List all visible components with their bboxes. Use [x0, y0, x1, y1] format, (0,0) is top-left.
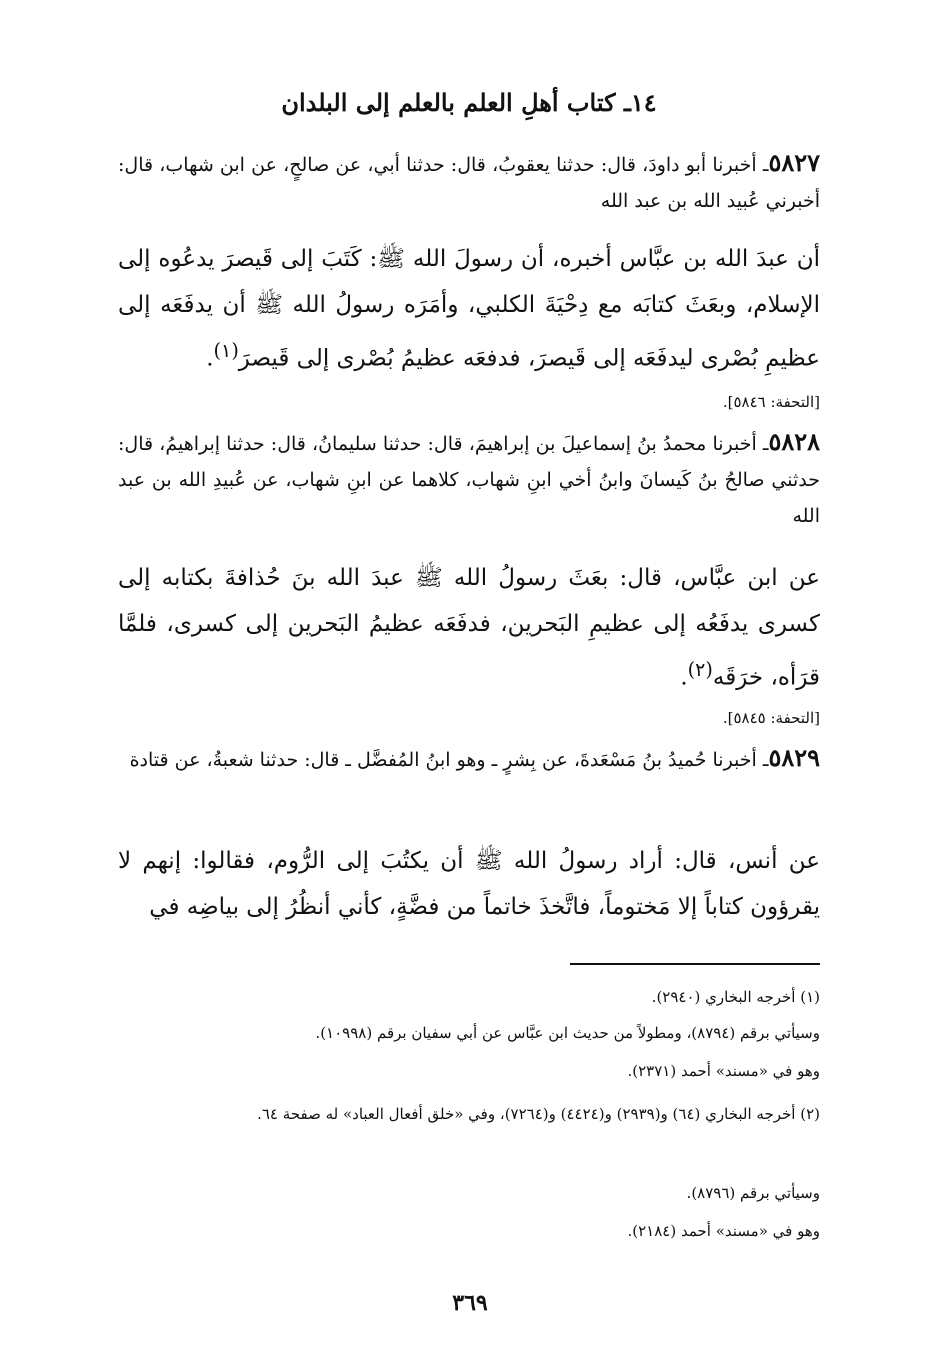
matn-end: . — [206, 345, 214, 372]
matn-end: . — [680, 664, 688, 691]
hadith-isnad — [118, 145, 820, 219]
footnote-line: (١) أخرجه البخاري (٢٩٤٠). — [651, 988, 820, 1006]
footnote-line: وسيأتي برقم (٨٧٩٤)، ومطولاً من حديث ابن عبَّاس عن أبي سفيان برقم (١٠٩٩٨). — [315, 1024, 820, 1042]
footnote-separator — [570, 963, 820, 965]
hadith-number: ٥٨٢٧ — [768, 148, 820, 177]
matn-text: أن عبدَ الله بن عبَّاس أخبره، أن رسولَ الله ﷺ: كَتَبَ إلى قَيصرَ يدعُوه إلى الإسلام، وبعَثَ كتابَه مع دِحْيَةَ الكلبي، وأمَرَه رسولُ الله ﷺ أن يدفَعَه إلى عظيمِ بُصْرى ليدفَعَه إلى قَيصرَ، فدفعَه عظيمُ بُصْرى إلى قَيصرَ — [118, 246, 820, 372]
matn-text: عن أنس، قال: أراد رسولُ الله ﷺ أن يكتُبَ إلى الرُّوم، فقالوا: إنهم لا يقرؤون كتاباً إلا مَختوماً، فاتَّخذَ خاتماً من فضَّةٍ، كأني أنظُرُ إلى بياضِه في — [118, 848, 820, 920]
matn-text: عن ابن عبَّاس، قال: بعَثَ رسولُ الله ﷺ عبدَ الله بنَ حُذافةَ بكتابه إلى كسرى يدفَعُه إلى عظيمِ البَحرين، فدفَعَه عظيمُ البَحرين إلى كسرى، فلمَّا قرَأه، خرَقَه — [118, 565, 820, 691]
chapter-heading: ١٤ـ كتاب أهلِ العلم بالعلم إلى البلدان — [281, 88, 657, 117]
hadith-matn — [118, 838, 820, 930]
hadith-isnad — [118, 740, 820, 778]
footnote-line: (٢) أخرجه البخاري (٦٤) و(٢٩٣٩) و(٤٤٢٤) و(٧٢٦٤)، وفي «خلق أفعال العباد» له صفحة ٦٤. — [257, 1105, 820, 1123]
isnad-text: ـ أخبرنا حُميدُ بنُ مَسْعَدةَ، عن بِشرٍ ـ وهو ابنُ المُفضَّل ـ قال: حدثنا شعبةُ، عن قتادة — [129, 749, 769, 771]
tuhfa-reference: [التحفة: ٥٨٤٥]. — [722, 709, 820, 727]
tuhfa-reference: [التحفة: ٥٨٤٦]. — [722, 393, 820, 411]
footnote-marker: (١) — [213, 339, 239, 362]
footnote-line: وهو في «مسند» أحمد (٢٣٧١). — [627, 1062, 820, 1080]
isnad-text: ـ أخبرنا أبو داودَ، قال: حدثنا يعقوبُ، قال: حدثنا أبي، عن صالحٍ، عن ابن شهاب، قال: أخبرني عُبيد الله بن عبد الله — [118, 154, 820, 212]
footnote-marker: (٢) — [687, 658, 713, 681]
footnote-line: وهو في «مسند» أحمد (٢١٨٤). — [627, 1222, 820, 1240]
isnad-text: ـ أخبرنا محمدُ بنُ إسماعيلَ بن إبراهيمَ، قال: حدثنا سليمانُ، قال: حدثنا إبراهيمُ، قال: حدثني صالحُ بنُ كَيسانَ وابنُ أخي ابنِ شهاب، كلاهما عن ابنِ شهاب، عن عُبيدِ الله بن عبد الله — [118, 433, 820, 527]
page-number: ٣٦٩ — [452, 1290, 488, 1316]
hadith-number: ٥٨٢٩ — [768, 743, 820, 772]
hadith-matn — [118, 236, 820, 382]
hadith-matn — [118, 555, 820, 701]
hadith-number: ٥٨٢٨ — [768, 427, 820, 456]
hadith-isnad — [118, 424, 820, 534]
footnote-line: وسيأتي برقم (٨٧٩٦). — [686, 1184, 820, 1202]
